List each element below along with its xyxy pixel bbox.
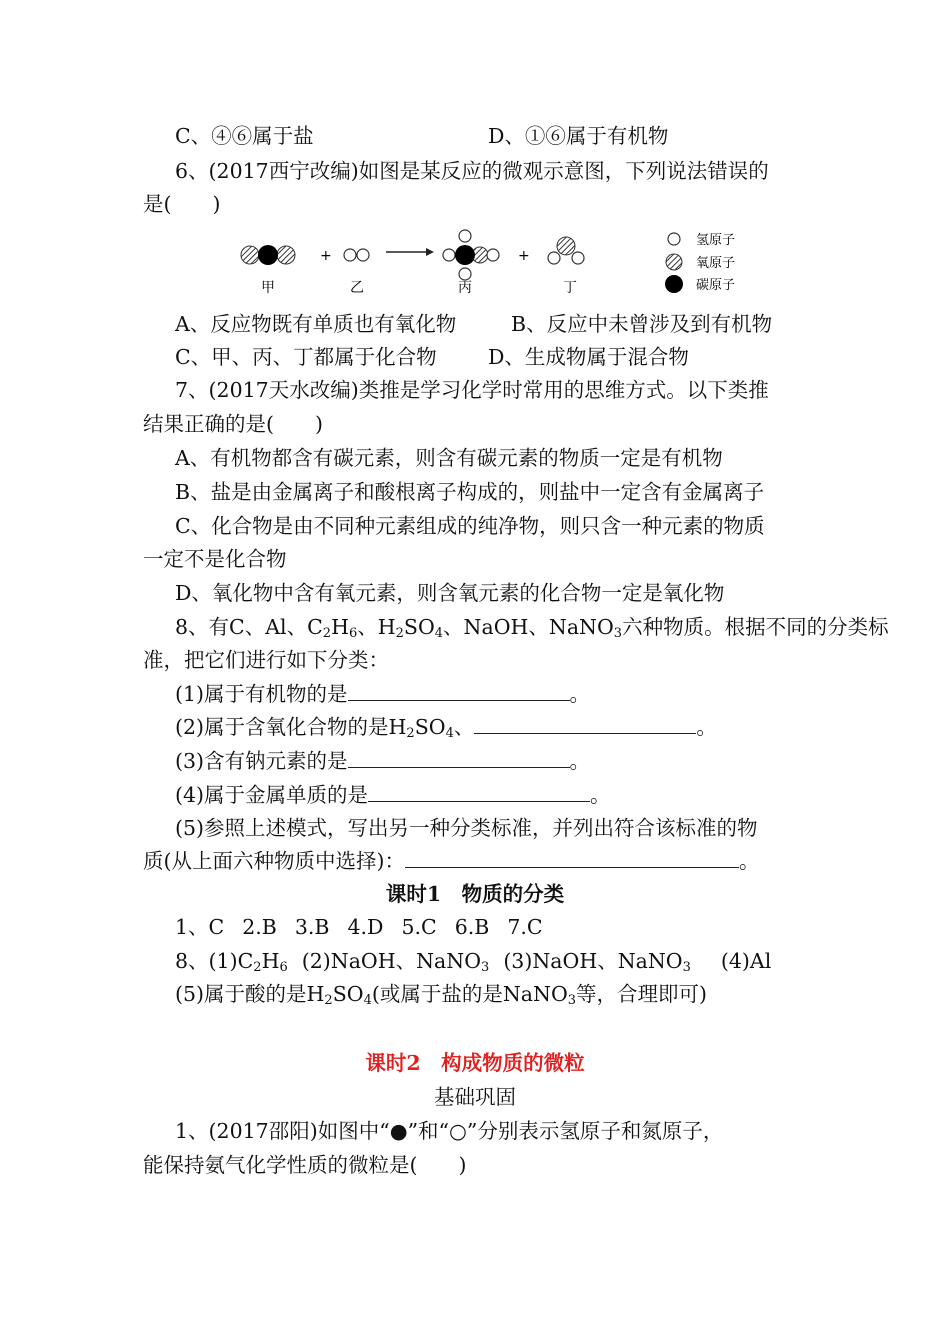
q7-stem-line2: 结果正确的是( ) xyxy=(143,412,323,436)
legend-oxygen-icon xyxy=(666,254,682,270)
q6-option-a: A、反应物既有单质也有氧化物 xyxy=(175,312,457,336)
answer-blank-1[interactable] xyxy=(348,680,570,701)
answers-row3: (5)属于酸的是$H_2SO_4$(或属于盐的是NaNO$_3$等，合理即可) xyxy=(175,982,708,1008)
q8-part1: (1)属于有机物的是 。 xyxy=(175,682,591,706)
answer-blank-4[interactable] xyxy=(368,781,590,802)
q8-part5-line1: (5)参照上述模式，写出另一种分类标准，并列出符合该标准的物 xyxy=(175,816,758,840)
q6-stem-line2: 是( ) xyxy=(143,192,221,216)
legend-oxygen-label: 氧原子 xyxy=(696,256,736,271)
answers-row2: 8、$(1)C_2H_6$ (2)NaOH、NaNO$_3$ (3)NaOH、NaNO$_3$ (4)Al xyxy=(175,949,772,975)
label-bing: 丙 xyxy=(458,280,472,296)
answers-title: 课时1 物质的分类 xyxy=(385,882,565,906)
q6-options-row2 xyxy=(175,343,689,371)
lesson2-title: 课时2 构成物质的微粒 xyxy=(365,1051,585,1075)
q5-options-row xyxy=(175,122,669,150)
molecule-ding xyxy=(548,237,584,264)
q5-option-d: D、①⑥属于有机物 xyxy=(488,124,669,148)
reaction-diagram xyxy=(230,222,750,300)
answer-blank-2[interactable] xyxy=(474,713,696,734)
q6-option-d: D、生成物属于混合物 xyxy=(488,345,689,369)
q7-stem-line1: 7、(2017天水改编)类推是学习化学时常用的思维方式。以下类推 xyxy=(175,378,769,402)
label-yi: 乙 xyxy=(350,280,364,296)
lesson2-q1-line2: 能保持氨气化学性质的微粒是( ) xyxy=(143,1153,467,1177)
legend-carbon-icon xyxy=(665,275,683,293)
plus-sign-1: + xyxy=(320,248,332,264)
q7-option-a: A、有机物都含有碳元素，则含有碳元素的物质一定是有机物 xyxy=(175,446,723,470)
answer-blank-5[interactable] xyxy=(405,847,739,868)
label-jia: 甲 xyxy=(261,280,275,296)
reaction-arrow xyxy=(386,248,434,256)
legend-hydrogen-label: 氢原子 xyxy=(696,233,736,248)
q6-option-c: C、甲、丙、丁都属于化合物 xyxy=(175,345,437,369)
molecule-jia xyxy=(241,245,295,265)
q6-stem-line1: 6、(2017西宁改编)如图是某反应的微观示意图，下列说法错误的 xyxy=(175,159,769,183)
q8-stem-line2: 准，把它们进行如下分类： xyxy=(143,648,389,672)
q6-options-row1 xyxy=(175,310,773,338)
molecule-yi xyxy=(344,249,369,261)
q6-option-b: B、反应中未曾涉及到有机物 xyxy=(511,312,773,336)
q5-option-c: C、④⑥属于盐 xyxy=(175,124,314,148)
lesson2-subtitle: 基础巩固 xyxy=(434,1085,516,1109)
molecule-bing xyxy=(443,230,499,280)
q7-option-c-line2: 一定不是化合物 xyxy=(143,547,287,571)
legend-hydrogen-icon xyxy=(668,233,680,245)
plus-sign-2: + xyxy=(518,248,530,264)
q8-part3: (3)含有钠元素的是 。 xyxy=(175,749,591,773)
q7-option-d: D、氧化物中含有氧元素，则含氧元素的化合物一定是氧化物 xyxy=(175,581,725,605)
answers-row1: 1、C 2.B 3.B 4.D 5.C 6.B 7.C xyxy=(175,915,543,939)
q7-option-c-line1: C、化合物是由不同种元素组成的纯净物，则只含一种元素的物质 xyxy=(175,514,765,538)
answer-blank-3[interactable] xyxy=(348,747,570,768)
legend-carbon-label: 碳原子 xyxy=(696,278,736,293)
q8-part5-line2: 质(从上面六种物质中选择)： 。 xyxy=(143,849,760,873)
q7-option-b: B、盐是由金属离子和酸根离子构成的，则盐中一定含有金属离子 xyxy=(175,480,765,504)
diagram-legend xyxy=(665,233,735,293)
q8-part2: (2)属于含氧化合物的是$H_2SO_4$、 。 xyxy=(175,715,717,741)
lesson2-q1-line1: 1、(2017邵阳)如图中“●”和“○”分别表示氢原子和氮原子， xyxy=(175,1119,724,1143)
q8-part4: (4)属于金属单质的是 。 xyxy=(175,783,611,807)
label-ding: 丁 xyxy=(563,280,577,296)
q8-stem-line1: 8、有C、Al、$C_2H_6$、$H_2SO_4$、NaOH、NaNO$_3$六种物质。根据不同的分类标 xyxy=(175,615,889,641)
